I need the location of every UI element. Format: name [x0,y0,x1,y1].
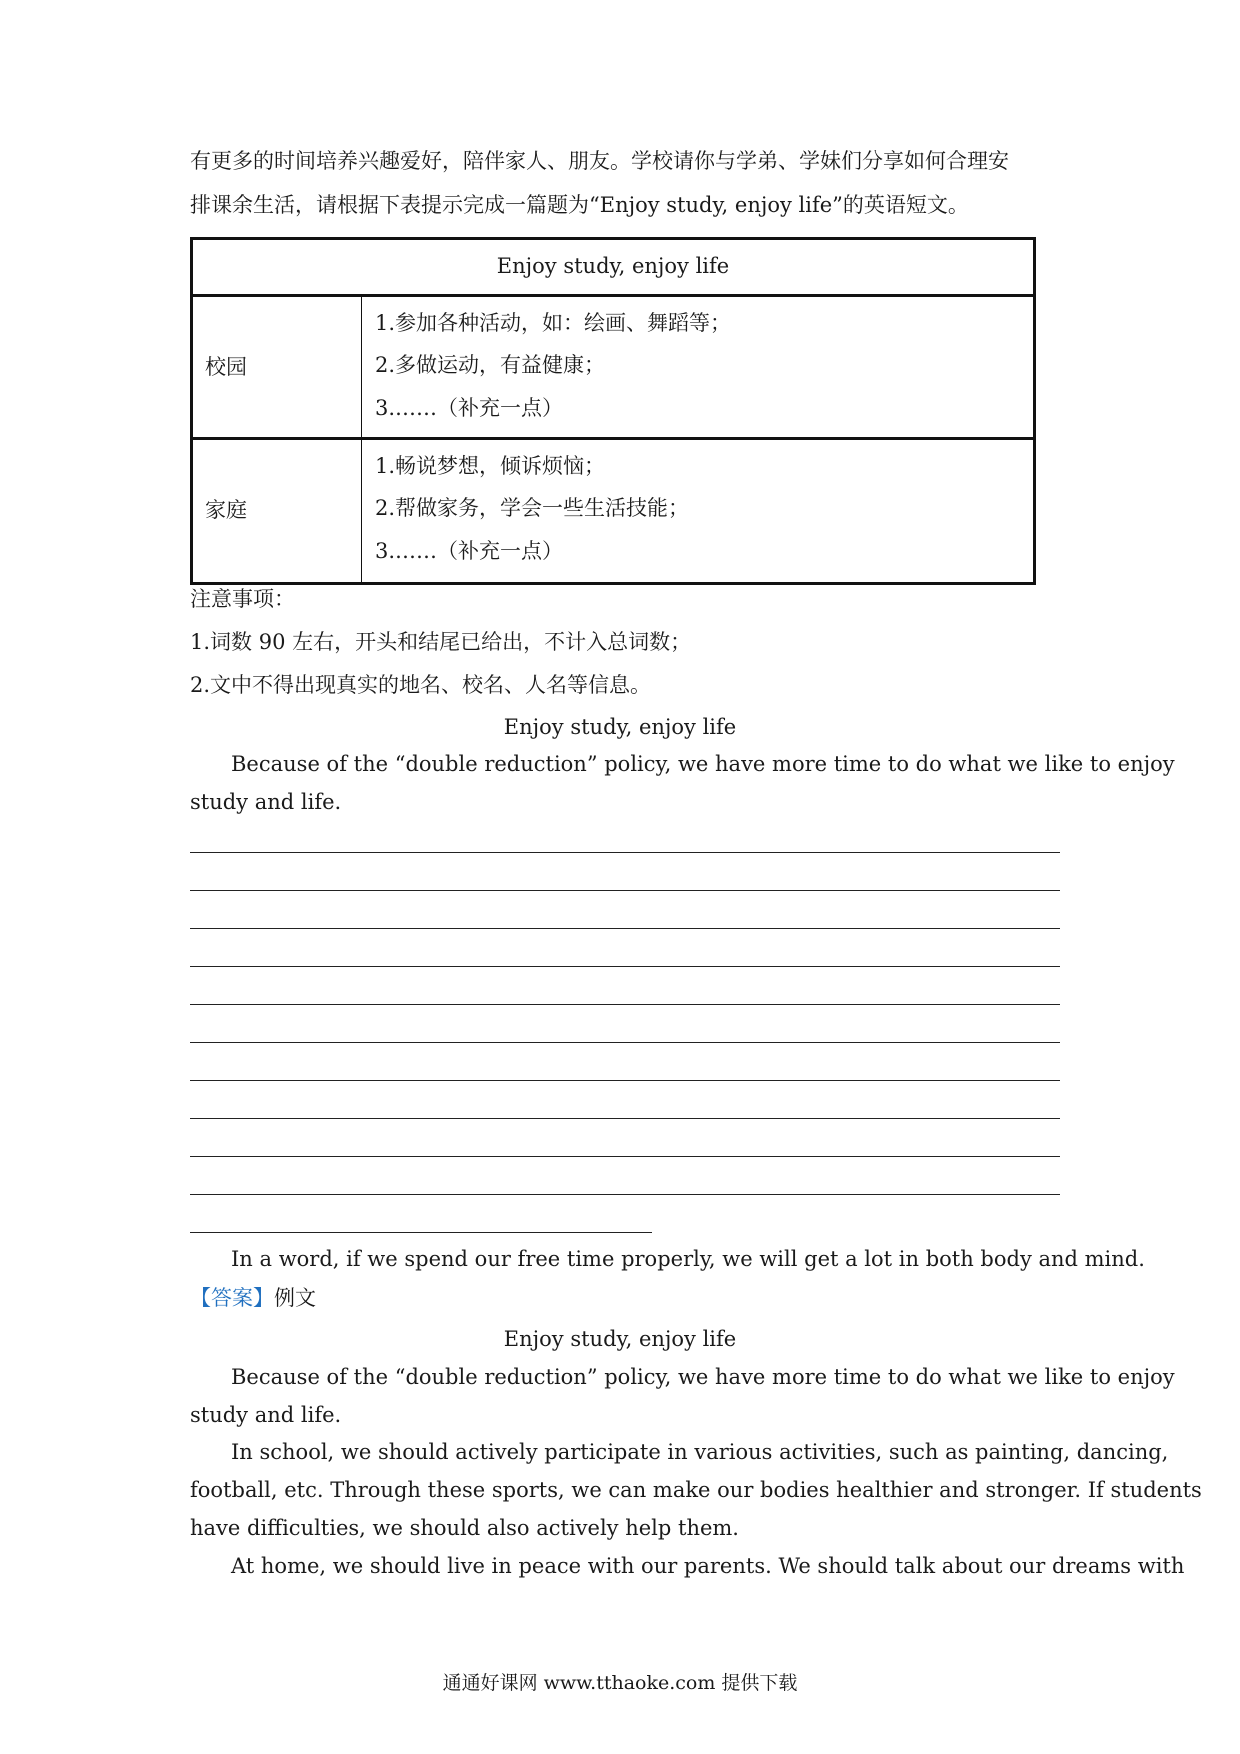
answer-title: Enjoy study, enjoy life [503,1327,737,1351]
writing-line [190,966,1060,967]
writing-line [190,1042,1060,1043]
answer-line: study and life. [190,1403,342,1427]
writing-line [190,928,1060,929]
row-label-school: 校园 [205,355,247,379]
essay-opening-line-1: Because of the “double reduction” policy, we have more time to do what we like to enjoy [231,752,1175,776]
intro-line-2: 排课余生活，请根据下表提示完成一篇题为“Enjoy study, enjoy life”的英语短文。 [190,193,969,217]
essay-closing: In a word, if we spend our free time properly, we will get a lot in both body and mind. [231,1247,1145,1271]
table-title-row [193,240,1033,297]
writing-line [190,1232,652,1233]
row-item: 2.帮做家务，学会一些生活技能； [375,496,690,520]
row-item: 3.……（补充一点） [375,396,564,420]
answer-line: football, etc. Through these sports, we can make our bodies healthier and stronger. If students [190,1478,1202,1502]
answer-bracket-label: 【答案】 [190,1286,274,1310]
answer-line: At home, we should live in peace with our parents. We should talk about our dreams with [231,1554,1185,1578]
writing-line [190,1194,1060,1195]
row-item: 1.畅说梦想，倾诉烦恼； [375,454,606,478]
note-item: 1.词数 90 左右，开头和结尾已给出，不计入总词数； [190,630,692,654]
note-item: 2.文中不得出现真实的地名、校名、人名等信息。 [190,673,652,697]
answer-line: In school, we should actively participate in various activities, such as painting, dancing, [231,1440,1169,1464]
intro-line-1: 有更多的时间培养兴趣爱好，陪伴家人、朋友。学校请你与学弟、学妹们分享如何合理安 [190,149,1009,173]
writing-line [190,1080,1060,1081]
row-item: 2.多做运动，有益健康； [375,353,606,377]
table-divider [361,297,362,585]
writing-line [190,1118,1060,1119]
writing-line [190,852,1060,853]
hint-table [190,237,1036,585]
writing-line [190,1004,1060,1005]
page-footer: 通通好课网 www.tthaoke.com 提供下载 [442,1672,798,1694]
essay-opening-line-2: study and life. [190,790,342,814]
answer-line: Because of the “double reduction” policy, we have more time to do what we like to enjoy [231,1365,1175,1389]
table-title: Enjoy study, enjoy life [496,254,730,278]
notes-heading: 注意事项： [190,587,295,611]
table-row [193,297,1033,440]
essay-title: Enjoy study, enjoy life [503,715,737,739]
table-row [193,440,1033,582]
answer-line: have difficulties, we should also actively help them. [190,1516,739,1540]
answer-label-suffix: 例文 [274,1286,316,1310]
writing-line [190,1156,1060,1157]
row-label-home: 家庭 [205,498,247,522]
answer-label [190,1283,316,1313]
row-item: 3.……（补充一点） [375,539,564,563]
writing-line [190,890,1060,891]
row-item: 1.参加各种活动，如：绘画、舞蹈等； [375,311,732,335]
